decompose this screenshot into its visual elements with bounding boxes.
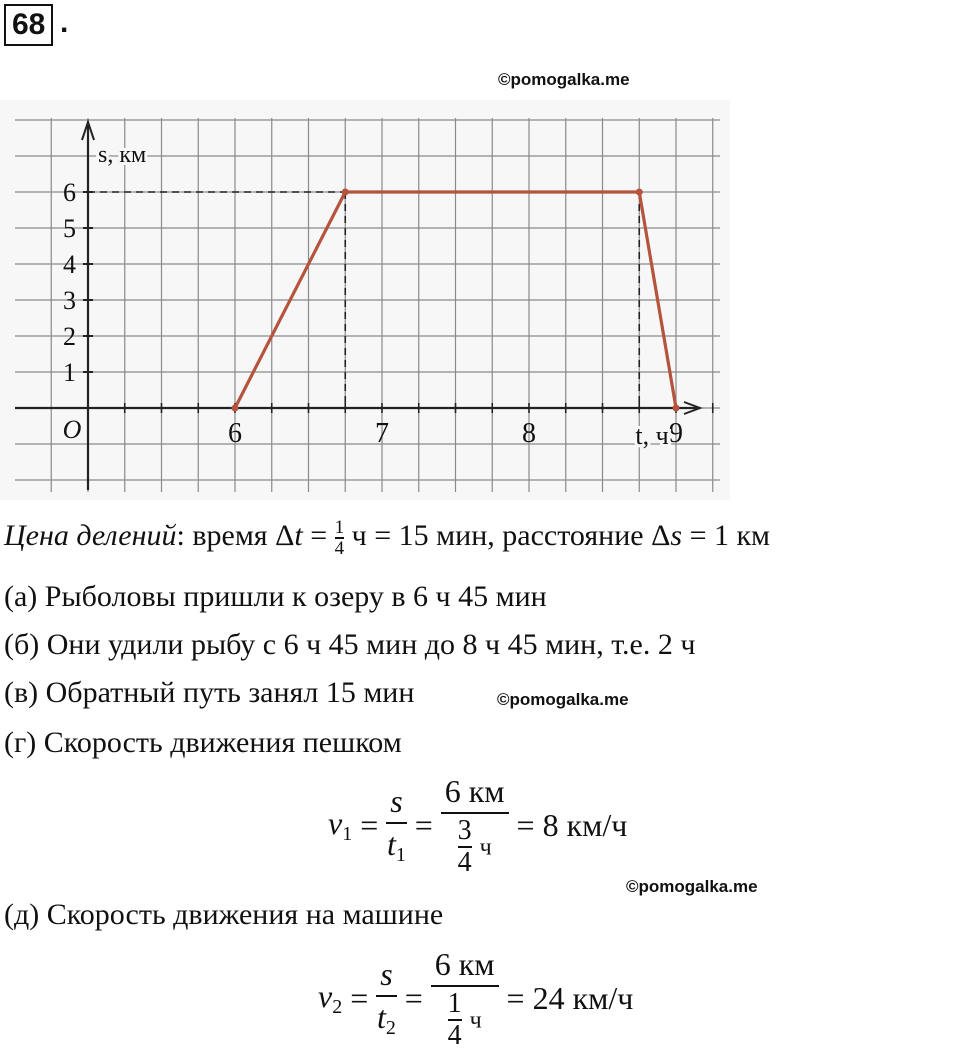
walking-speed-formula bbox=[328, 770, 635, 880]
equals-sign: = bbox=[360, 806, 379, 843]
scale-var-s: s bbox=[670, 518, 683, 552]
y-tick-label: 4 bbox=[63, 250, 76, 279]
answer-b: (б) Они удили рыбу с 6 ч 45 мин до 8 ч 45 мин, т.е. 2 ч bbox=[4, 628, 696, 661]
watermark: ©pomogalka.me bbox=[497, 690, 629, 709]
y-axis-label: s, км bbox=[98, 142, 147, 168]
velocity-symbol: $v_2$ bbox=[318, 977, 343, 1018]
scale-label: Цена делений bbox=[4, 518, 177, 552]
three-quarters-fraction: $\frac{3}{4}$ bbox=[457, 814, 472, 878]
answer-g: (г) Скорость движения пешком bbox=[4, 726, 402, 759]
scale-text-c: ч = 15 мин, расстояние Δ bbox=[344, 518, 671, 552]
scale-description bbox=[4, 518, 770, 558]
value-fraction: 6 км $\frac{1}{4}$ ч bbox=[431, 946, 499, 1051]
problem-number: 68 bbox=[4, 4, 53, 46]
walking-speed-result: = 8 км/ч bbox=[516, 806, 628, 843]
s-over-t-fraction: $\frac{s}{t_2}$ bbox=[377, 956, 396, 1039]
scale-text-a: : время Δ bbox=[176, 518, 295, 552]
velocity-symbol: $v_1$ bbox=[328, 804, 353, 845]
origin-label: O bbox=[62, 415, 82, 444]
data-point bbox=[342, 189, 349, 196]
equals-sign: = bbox=[404, 979, 423, 1016]
distance-time-chart bbox=[0, 100, 730, 500]
scale-text-b: = bbox=[302, 518, 335, 552]
y-tick-label: 1 bbox=[63, 358, 76, 387]
one-quarter-fraction: $\frac{1}{4}$ bbox=[447, 987, 462, 1051]
y-tick-label: 2 bbox=[63, 322, 76, 351]
y-tick-label: 5 bbox=[63, 214, 76, 243]
y-tick-label: 6 bbox=[63, 178, 76, 207]
data-point bbox=[636, 189, 643, 196]
scale-text-d: = 1 км bbox=[682, 518, 771, 552]
car-speed-result: = 24 км/ч bbox=[506, 979, 634, 1016]
x-axis-label: t, ч bbox=[635, 421, 669, 450]
s-over-t-fraction: $\frac{s}{t_1}$ bbox=[387, 783, 406, 866]
watermark: ©pomogalka.me bbox=[498, 70, 630, 89]
value-fraction: 6 км $\frac{3}{4}$ ч bbox=[441, 773, 509, 878]
answer-a: (а) Рыболовы пришли к озеру в 6 ч 45 мин bbox=[4, 580, 547, 613]
equals-sign: = bbox=[414, 806, 433, 843]
watermark: ©pomogalka.me bbox=[626, 877, 758, 896]
x-tick-label: 8 bbox=[522, 418, 536, 449]
equals-sign: = bbox=[350, 979, 369, 1016]
data-point bbox=[673, 405, 680, 412]
car-speed-formula bbox=[318, 942, 641, 1054]
fraction-denominator: 4 bbox=[334, 538, 345, 559]
quarter-fraction bbox=[335, 518, 345, 558]
x-tick-label: 6 bbox=[228, 418, 242, 449]
x-tick-label: 9 bbox=[669, 418, 683, 449]
data-point bbox=[232, 405, 239, 412]
problem-number-dot: . bbox=[60, 6, 69, 39]
y-tick-label: 3 bbox=[63, 286, 76, 315]
answer-d: (д) Скорость движения на машине bbox=[4, 898, 444, 931]
fraction-numerator: 1 bbox=[334, 517, 345, 538]
answer-v: (в) Обратный путь занял 15 мин bbox=[4, 676, 415, 709]
x-tick-label: 7 bbox=[375, 418, 389, 449]
scale-var-t: t bbox=[294, 518, 303, 552]
